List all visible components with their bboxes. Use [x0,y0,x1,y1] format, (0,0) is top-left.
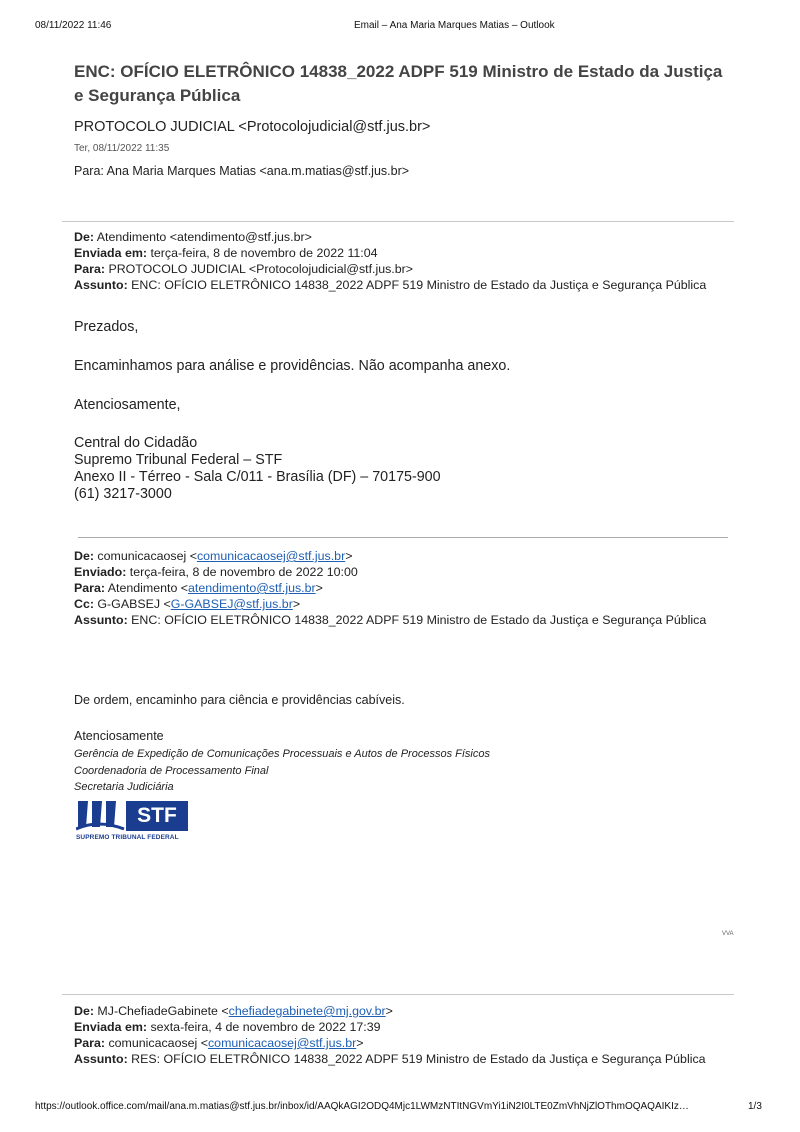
signature-line: Central do Cidadão [74,435,198,451]
divider [62,221,734,222]
bracket: > [345,549,353,563]
bracket: > [385,1004,393,1018]
to-label: Para: [74,581,105,595]
to-name: Atendimento < [107,581,189,595]
signature-line: Gerência de Expedição de Comunicações Processuais e Autos de Processos Físicos [74,748,490,760]
divider [62,994,734,995]
to-email-link[interactable]: atendimento@stf.jus.br [188,581,316,595]
sent-label: Enviada em: [74,246,147,260]
from-label: De: [74,230,94,244]
sent-value: terça-feira, 8 de novembro de 2022 10:00 [129,565,358,579]
to-label: Para: [74,262,105,276]
subject-label: Assunto: [74,613,128,627]
to-label: Para: [74,1036,105,1050]
initials: VVA [722,931,734,937]
to-email-link[interactable]: comunicacaosej@stf.jus.br [207,1036,357,1050]
message-recipient[interactable]: Para: Ana Maria Marques Matias <ana.m.matias@stf.jus.br> [74,164,410,178]
signature-line: Secretaria Judiciária [74,781,174,793]
closing: Atenciosamente, [74,397,181,413]
subject-value: ENC: OFÍCIO ELETRÔNICO 14838_2022 ADPF 519 Ministro de Estado da Justiça e Segurança Pública [131,613,707,627]
from-label: De: [74,549,94,563]
signature-line: Coordenadoria de Processamento Final [74,764,269,777]
cc-label: Cc: [74,597,94,611]
cc-email-link[interactable]: G-GABSEJ@stf.jus.br [170,597,293,611]
signature-line: Anexo II - Térreo - Sala C/011 - Brasília (DF) – 70175-900 [74,469,441,485]
sent-label: Enviada em: [74,1020,147,1034]
print-title: Email – Ana Maria Marques Matias – Outlook [354,20,555,31]
message-sender[interactable]: PROTOCOLO JUDICIAL <Protocolojudicial@stf.jus.br> [74,119,431,135]
bracket: > [356,1036,364,1050]
from-email-link[interactable]: chefiadegabinete@mj.gov.br [228,1004,386,1018]
stf-logo-caption: SUPREMO TRIBUNAL FEDERAL [76,834,179,841]
forward-header-2 [74,548,754,628]
print-datetime: 08/11/2022 11:46 [35,20,112,31]
cc-name: G-GABSEJ < [97,597,171,611]
subject-label: Assunto: [74,278,128,292]
message-date: Ter, 08/11/2022 11:35 [74,143,170,154]
stf-logo [76,799,190,845]
bracket: > [292,597,301,611]
forward-header-1 [74,229,754,293]
to-value: PROTOCOLO JUDICIAL <Protocolojudicial@stf.jus.br> [108,262,414,276]
message-subject: ENC: OFÍCIO ELETRÔNICO 14838_2022 ADPF 519 Ministro de Estado da Justiça e Segurança Pública [74,62,723,105]
subject-value: ENC: OFÍCIO ELETRÔNICO 14838_2022 ADPF 519 Ministro de Estado da Justiça e Segurança Pública [131,278,707,292]
signature-line: Supremo Tribunal Federal – STF [74,452,283,468]
from-name: MJ-ChefiadeGabinete < [97,1004,229,1018]
body-text: Encaminhamos para análise e providências. Não acompanha anexo. [74,358,511,374]
to-name: comunicacaosej < [108,1036,208,1050]
print-url: https://outlook.office.com/mail/ana.m.matias@stf.jus.br/inbox/id/AAQkAGI2ODQ4Mjc1LWMzNTItNGVmYi1iN2I0LTE0ZmVhNjZlOThmOQAQAIKIz… [35,1101,689,1112]
sent-value: terça-feira, 8 de novembro de 2022 11:04 [150,246,378,260]
closing: Atenciosamente [74,729,164,743]
stf-logo-text: STF [137,804,177,827]
signature-block [74,435,441,503]
forward-header-3 [74,1003,754,1067]
signature-block [74,746,490,796]
bracket: > [315,581,323,595]
from-email-link[interactable]: comunicacaosej@stf.jus.br [196,549,346,563]
divider [78,537,728,538]
body-text: De ordem, encaminho para ciência e providências cabíveis. [74,693,405,707]
from-value: Atendimento <atendimento@stf.jus.br> [96,230,312,244]
signature-line: (61) 3217-3000 [74,486,172,502]
from-name: comunicacaosej < [97,549,197,563]
page-number: 1/3 [748,1101,762,1112]
sent-value: sexta-feira, 4 de novembro de 2022 17:39 [150,1020,381,1034]
subject-value: RES: OFÍCIO ELETRÔNICO 14838_2022 ADPF 519 Ministro de Estado da Justiça e Segurança Pública [131,1052,706,1066]
from-label: De: [74,1004,94,1018]
greeting: Prezados, [74,319,139,335]
subject-label: Assunto: [74,1052,128,1066]
sent-label: Enviado: [74,565,127,579]
